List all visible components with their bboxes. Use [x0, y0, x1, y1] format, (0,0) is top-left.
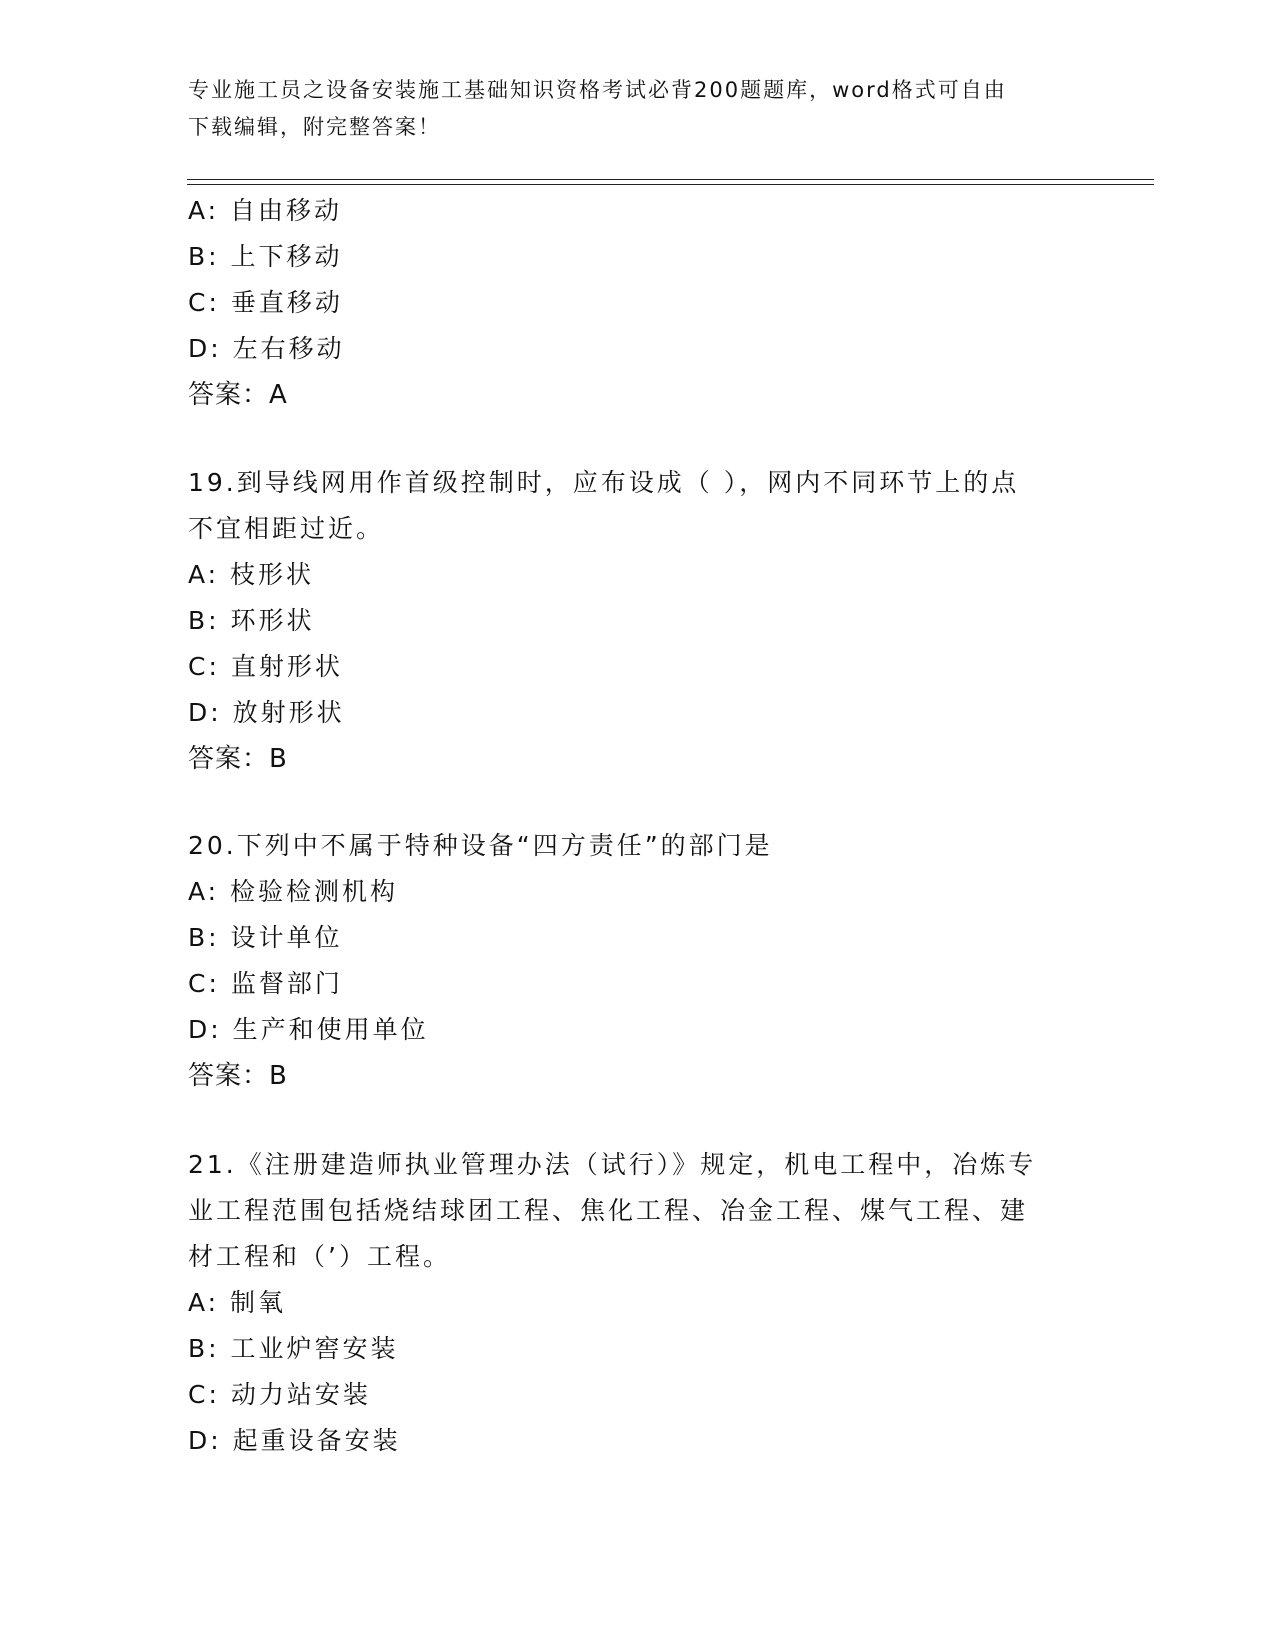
- question-stem: [188, 823, 1088, 869]
- option-b: B: 工业炉窖安装: [188, 1334, 399, 1363]
- option-c: C: 垂直移动: [188, 288, 343, 317]
- question-20-block: [188, 823, 1088, 1099]
- header-line-2: 下载编辑，附完整答案！: [188, 115, 441, 139]
- question-stem: [188, 460, 1088, 552]
- option-a: A: 枝形状: [188, 560, 315, 589]
- option-d: D: 起重设备安装: [188, 1426, 401, 1455]
- question-18-block: [188, 188, 1088, 418]
- answer: 答案：B: [188, 1061, 288, 1091]
- option-b: B: 设计单位: [188, 923, 343, 952]
- question-stem-line: 19.到导线网用作首级控制时，应布设成（ ），网内不同环节上的点: [188, 468, 1020, 497]
- question-19-block: [188, 460, 1088, 782]
- answer: 答案：A: [188, 380, 288, 410]
- header-divider-bottom: [187, 184, 1154, 185]
- option-d: D: 放射形状: [188, 698, 345, 727]
- question-stem: [188, 1142, 1088, 1280]
- question-stem-line: 材工程和（’）工程。: [188, 1242, 451, 1271]
- option-d: D: 生产和使用单位: [188, 1015, 429, 1044]
- option-a: A: 制氧: [188, 1288, 287, 1317]
- option-c: C: 动力站安装: [188, 1380, 371, 1409]
- question-stem-line: 21.《注册建造师执业管理办法（试行）》规定，机电工程中，冶炼专: [188, 1150, 1037, 1179]
- document-header: [188, 72, 1088, 146]
- question-stem-line: 业工程范围包括烧结球团工程、焦化工程、冶金工程、煤气工程、建: [188, 1196, 1029, 1225]
- header-line-1: 专业施工员之设备安装施工基础知识资格考试必背200题题库，word格式可自由: [188, 78, 1007, 102]
- question-stem-line: 20.下列中不属于特种设备“四方责任”的部门是: [188, 831, 773, 860]
- option-a: A: 检验检测机构: [188, 877, 399, 906]
- answer: 答案：B: [188, 744, 288, 774]
- option-c: C: 直射形状: [188, 652, 343, 681]
- option-d: D: 左右移动: [188, 334, 345, 363]
- option-b: B: 上下移动: [188, 242, 343, 271]
- option-b: B: 环形状: [188, 606, 315, 635]
- option-a: A: 自由移动: [188, 196, 343, 225]
- header-divider-top: [187, 179, 1154, 180]
- question-21-block: [188, 1142, 1088, 1464]
- option-c: C: 监督部门: [188, 969, 343, 998]
- question-stem-line: 不宜相距过近。: [188, 514, 385, 543]
